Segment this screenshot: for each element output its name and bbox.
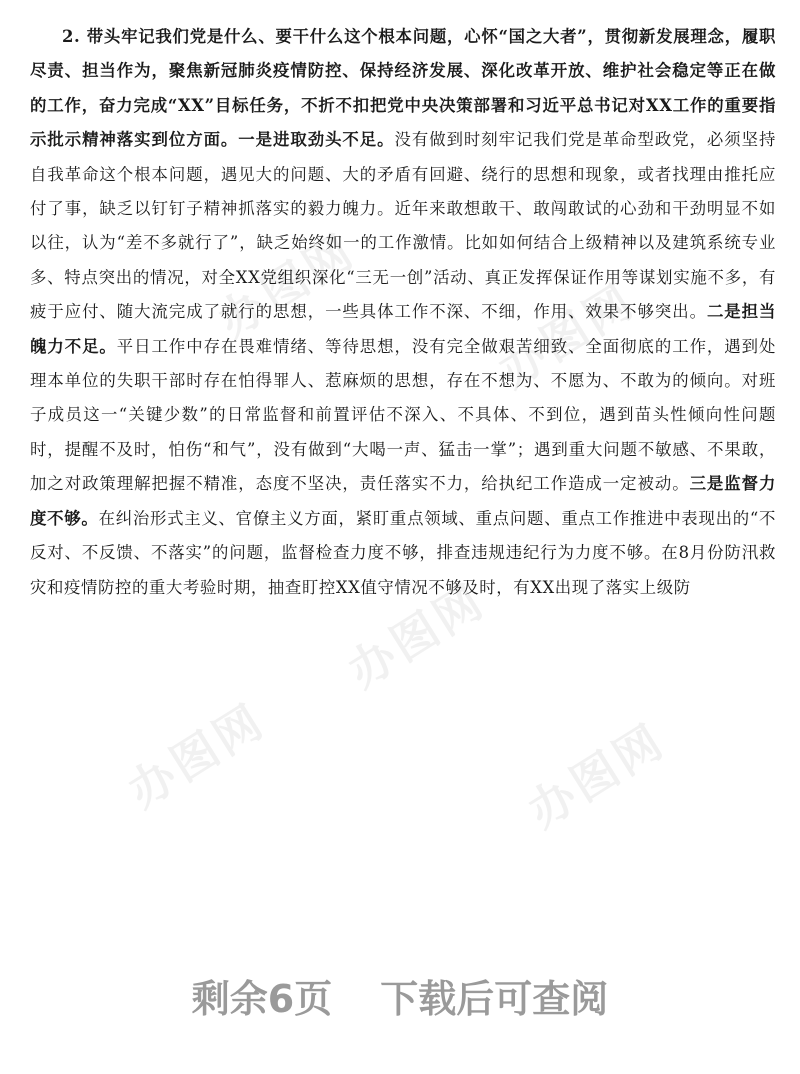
download-to-view-label: 下载后可查阅 — [380, 977, 609, 1021]
watermark: 办图网 — [208, 222, 365, 349]
watermark: 办图网 — [518, 712, 675, 839]
body-text: 平日工作中存在畏难情绪、等待思想，没有完全做艰苦细致、全面彻底的工作，遇到处理本单位的失职干部时存在怕得罪人、惹麻烦的思想，存在不想为、不愿为、不敢为的倾向。对班子成员这一“关键少数”的日常监督和前置评估不深入、不具体、不到位，遇到苗头性倾向性问题时，提醒不及时，怕伤“和气”，没有做到“大喝一声、猛击一掌”；遇到重大问题不敏感、不果敢，加之对政策理解把握不精准，态度不坚决，责任落实不力，给执纪工作造成一定被动。 — [30, 336, 776, 494]
body-text: 没有做到时刻牢记我们党是革命型政党，必须坚持自我革命这个根本问题，遇见大的问题、大的矛盾有回避、绕行的思想和现象，或者找理由推托应付了事，缺乏以钉钉子精神抓落实的毅力魄力。近年来敢想敢干、敢闯敢试的心劲和干劲明显不如以往，认为“差不多就行了”，缺乏始终如一的工作激情。比如如何结合上级精神以及建筑系统专业多、特点突出的情况，对全XX党组织深化“三无一创”活动、真正发挥保证作用等谋划实施不多，有疲于应付、随大流完成了就行的思想，一些具体工作不深、不细，作用、效果不够突出。 — [30, 130, 776, 322]
document-body — [30, 20, 776, 605]
watermark: 办图网 — [118, 692, 275, 819]
section-heading: 二是担当魄力不足。 — [30, 302, 776, 356]
watermark: 办图网 — [338, 572, 495, 699]
section-heading: 2. 带头牢记我们党是什么、要干什么这个根本问题，心怀“国之大者”，贯彻新发展理念，履职尽责、担当作为，聚焦新冠肺炎疫情防控、保持经济发展、深化改革开放、维护社会稳定等正在做的工作，奋力完成“XX”目标任务，不折不扣把党中央决策部署和习近平总书记对XX工作的重要指示批示精神落实到位方面。一是进取劲头不足。 — [30, 27, 776, 150]
download-prompt[interactable] — [0, 968, 800, 1023]
watermark: 办图网 — [488, 272, 645, 399]
body-text: 在纠治形式主义、官僚主义方面，紧盯重点领域、重点问题、重点工作推进中表现出的“不反对、不反馈、不落实”的问题，监督检查力度不够，排查违规违纪行为力度不够。在8月份防汛救灾和疫情防控的重大考验时期，抽查盯控XX值守情况不够及时，有XX出现了落实上级防 — [30, 508, 776, 597]
remaining-pages-label: 剩余6页 — [191, 977, 333, 1021]
section-heading: 三是监督力度不够。 — [30, 474, 776, 528]
